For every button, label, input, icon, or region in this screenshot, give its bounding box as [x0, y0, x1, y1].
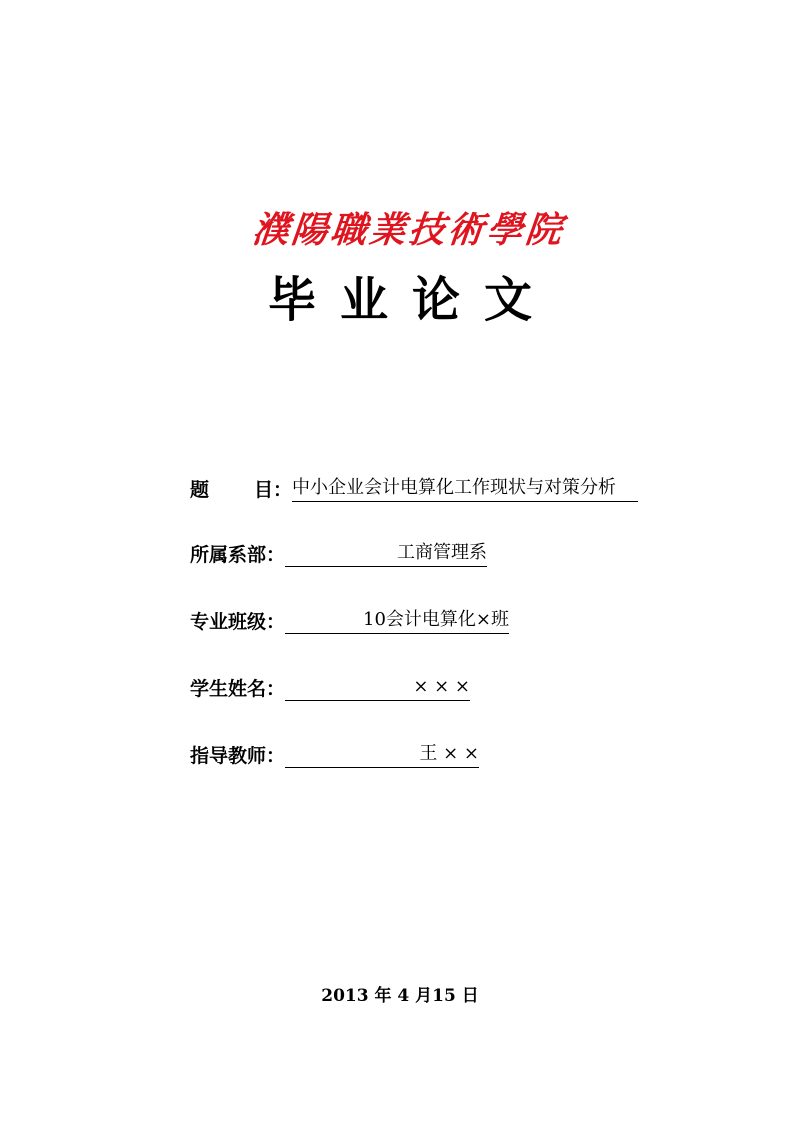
field-advisor	[190, 738, 479, 768]
field-department-value: 工商管理系	[285, 541, 487, 567]
field-major-class-value: 10会计电算化×班	[285, 608, 509, 634]
field-major-class-label: 专业班级：	[190, 611, 286, 633]
field-advisor-label: 指导教师：	[190, 745, 286, 767]
thesis-title: 毕业论文	[267, 272, 556, 328]
school-logo: 濮陽職業技術學院	[250, 208, 567, 251]
field-advisor-value: 王 × ×	[285, 742, 479, 768]
field-topic	[190, 472, 638, 502]
field-topic-label-left: 题	[190, 479, 210, 501]
field-department-label: 所属系部：	[190, 544, 286, 566]
field-topic-label	[190, 478, 292, 502]
submission-date: 2013 年 4 月15 日	[321, 986, 479, 1006]
field-student-name	[190, 671, 470, 701]
field-department	[190, 537, 487, 567]
field-student-name-value: × × ×	[285, 675, 470, 701]
field-topic-value: 中小企业会计电算化工作现状与对策分析	[292, 476, 638, 502]
field-student-name-label: 学生姓名：	[190, 678, 286, 700]
field-major-class	[190, 604, 509, 634]
field-topic-label-right: 目：	[253, 479, 292, 501]
